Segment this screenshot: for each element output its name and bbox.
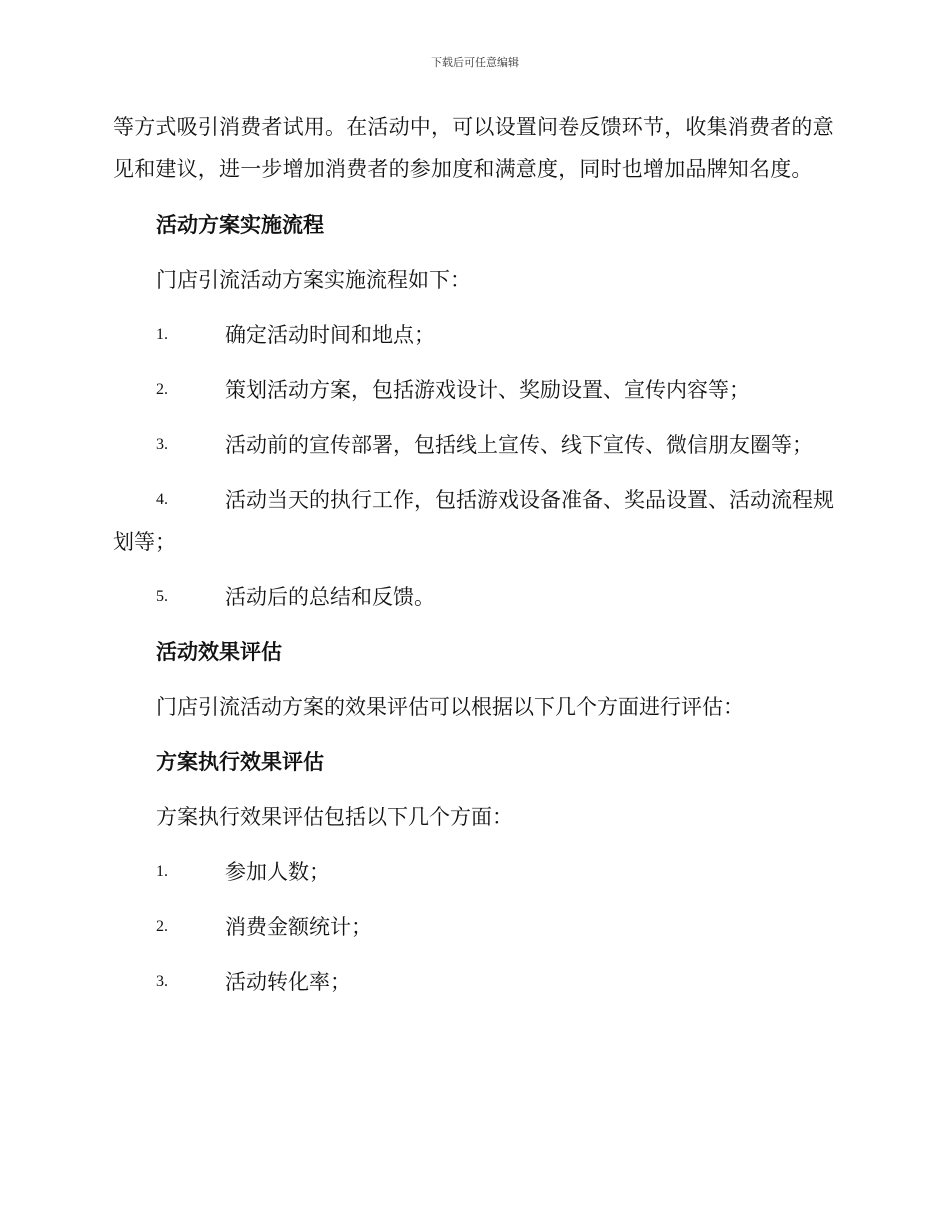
list-item-number: 5. <box>156 588 168 605</box>
list-item-text: 策划活动方案，包括游戏设计、奖励设置、宣传内容等； <box>225 378 750 402</box>
section-heading-evaluation: 活动效果评估 <box>156 640 282 664</box>
list-item <box>113 479 838 563</box>
list-item <box>113 314 838 356</box>
list-item-number: 1. <box>156 863 168 880</box>
list-item-text: 活动后的总结和反馈。 <box>225 585 435 609</box>
list-item-text: 参加人数； <box>225 860 330 884</box>
intro-paragraph: 等方式吸引消费者试用。在活动中，可以设置问卷反馈环节，收集消费者的意见和建议，进一步增加消费者的参加度和满意度，同时也增加品牌知名度。 <box>113 115 834 181</box>
list-item-number: 4. <box>156 491 168 508</box>
list-item-number: 3. <box>156 973 168 990</box>
list-item-number: 2. <box>156 381 168 398</box>
list-item-text: 确定活动时间和地点； <box>225 323 435 347</box>
list-item-text: 消费金额统计； <box>225 915 372 939</box>
section-heading-implementation: 活动方案实施流程 <box>156 213 324 237</box>
list-item <box>113 961 838 1003</box>
list-item <box>113 424 838 466</box>
list-item <box>113 576 838 618</box>
implementation-lead: 门店引流活动方案实施流程如下： <box>156 268 471 292</box>
section-heading-execution-evaluation: 方案执行效果评估 <box>156 750 324 774</box>
list-item <box>113 369 838 411</box>
list-item-number: 3. <box>156 436 168 453</box>
document-body <box>113 106 838 1016</box>
list-item-text: 活动当天的执行工作，包括游戏设备准备、奖品设置、活动流程规划等； <box>113 488 834 554</box>
list-item <box>113 906 838 948</box>
list-item <box>113 851 838 893</box>
list-item-number: 2. <box>156 918 168 935</box>
list-item-text: 活动前的宣传部署，包括线上宣传、线下宣传、微信朋友圈等； <box>225 433 813 457</box>
evaluation-lead: 门店引流活动方案的效果评估可以根据以下几个方面进行评估： <box>156 695 744 719</box>
execution-evaluation-lead: 方案执行效果评估包括以下几个方面： <box>156 805 513 829</box>
list-item-text: 活动转化率； <box>225 970 351 994</box>
list-item-number: 1. <box>156 326 168 343</box>
page-header: 下载后可任意编辑 <box>431 56 519 69</box>
